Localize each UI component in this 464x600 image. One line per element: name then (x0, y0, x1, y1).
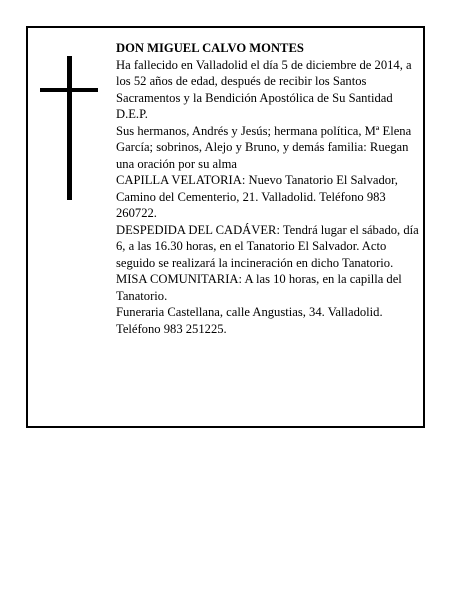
deceased-name: DON MIGUEL CALVO MONTES (116, 41, 304, 55)
farewell-service: DESPEDIDA DEL CADÁVER: Tendrá lugar el sábado, día 6, a las 16.30 horas, en el Tanatorio El Salvador. Acto seguido se realizará la incineración en dicho Tanatorio. (116, 222, 419, 270)
notice-text (116, 40, 422, 337)
community-mass: MISA COMUNITARIA: A las 10 horas, en la capilla del Tanatorio. (116, 272, 402, 303)
funeral-home: Funeraria Castellana, calle Angustias, 34. Valladolid. Teléfono 983 251225. (116, 305, 383, 336)
cross-icon (40, 56, 98, 200)
death-announcement: Ha fallecido en Valladolid el día 5 de diciembre de 2014, a los 52 años de edad, después de recibir los Santos Sacramentos y la Bendición Apostólica de Su Santidad (116, 57, 412, 105)
cross-vertical-bar (67, 56, 72, 200)
family-mourners: Sus hermanos, Andrés y Jesús; hermana política, Mª Elena García; sobrinos, Alejo y Bruno, y demás familia: Ruegan una oración por su alma (116, 123, 412, 171)
obituary-notice (26, 26, 425, 428)
wake-chapel: CAPILLA VELATORIA: Nuevo Tanatorio El Salvador, Camino del Cementerio, 21. Valladolid. Teléfono 983 260722. (116, 173, 398, 220)
rest-in-peace: D.E.P. (116, 107, 148, 121)
cross-horizontal-bar (40, 88, 98, 92)
